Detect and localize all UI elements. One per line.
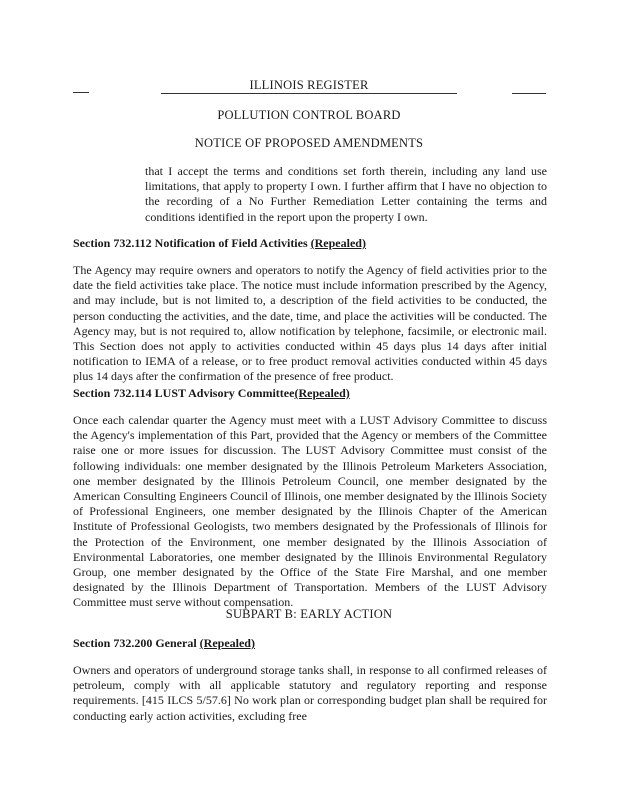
section-732-200-body: Owners and operators of underground storage tanks shall, in response to all confirmed releases of petroleum, comply with all applicable statutory and regulatory reporting and response requirements. [415 ILCS 5/57.6] No work plan or corresponding budget plan shall be required for conducting early action activities, excluding free bbox=[73, 663, 547, 723]
section-732-114-body: Once each calendar quarter the Agency must meet with a LUST Advisory Committee to discuss the Agency's implementation of this Part, provided that the Agency or members of the Committee raise one or more issues for discussion. The LUST Advisory Committee must consist of the following individuals: one member designated by the Illinois Petroleum Marketers Association, one member designated by the Illinois Petroleum Council, one member designated by the American Consulting Engineers Council of Illinois, one member designated by the Illinois Society of Professional Engineers, one member designated by the Illinois Chapter of the American Institute of Professional Geologists, two members designated by the Professionals of Illinois for the Protection of the Environment, one member designated by the Illinois Association of Environmental Laboratories, one member designated by the Illinois Environmental Regulatory Group, one member designated by the Office of the State Fire Marshal, and one member designated by the Illinois Department of Transportation. Members of the LUST Advisory Committee must serve without compensation. bbox=[73, 413, 547, 610]
repealed-marker: (Repealed) bbox=[199, 636, 255, 650]
section-heading-text: Section 732.112 Notification of Field Activities bbox=[73, 236, 311, 250]
repealed-marker: (Repealed) bbox=[294, 386, 350, 400]
intro-paragraph: that I accept the terms and conditions set forth therein, including any land use limitations, that apply to property I own. I further affirm that I have no objection to the recording of a No Further Remediation Letter containing the terms and conditions identified in the report upon the property I own. bbox=[145, 164, 547, 224]
repealed-marker: (Repealed) bbox=[310, 236, 366, 250]
section-732-114-heading bbox=[73, 386, 350, 401]
section-732-112-heading bbox=[73, 236, 366, 251]
notice-title: NOTICE OF PROPOSED AMENDMENTS bbox=[194, 136, 424, 150]
section-732-200-heading bbox=[73, 636, 255, 651]
subpart-heading: SUBPART B: EARLY ACTION bbox=[225, 607, 393, 621]
section-732-112-body: The Agency may require owners and operators to notify the Agency of field activities prior to the date the field activities take place. The notice must include information prescribed by the Agency, and may include, but is not limited to, a description of the field activities to be conducted, the person conducting the activities, and the date, time, and place the activities will be conducted. The Agency may, but is not required to, allow notification by telephone, facsimile, or electronic mail. This Section does not apply to activities conducted within 45 days plus 14 days after initial notification to IEMA of a release, or to free product removal activities conducted within 45 days plus 14 days after the confirmation of the presence of free product. bbox=[73, 263, 547, 384]
section-heading-text: Section 732.200 General bbox=[73, 636, 200, 650]
register-title: ILLINOIS REGISTER bbox=[0, 78, 618, 93]
section-heading-text: Section 732.114 LUST Advisory Committee bbox=[73, 386, 295, 400]
header-rule-right bbox=[512, 93, 546, 94]
board-name: POLLUTION CONTROL BOARD bbox=[217, 108, 401, 122]
